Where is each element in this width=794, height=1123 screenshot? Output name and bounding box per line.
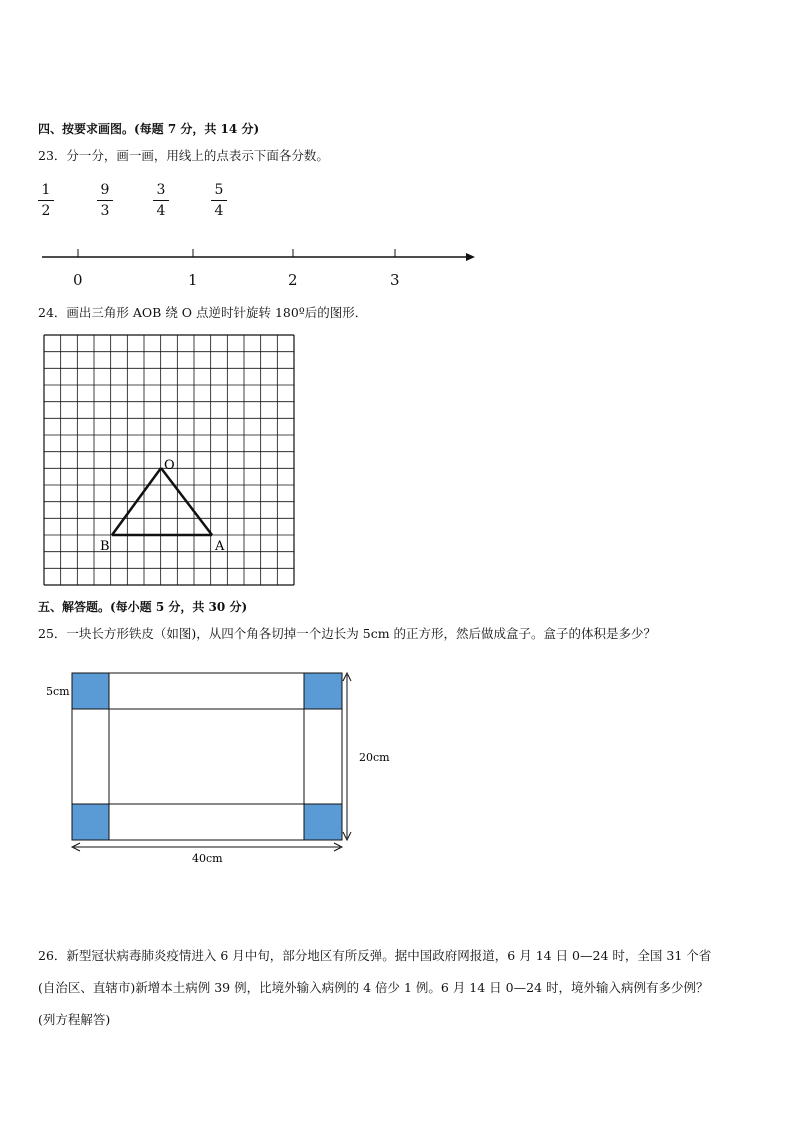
square-grid	[43, 334, 295, 586]
height-label: 20cm	[359, 751, 390, 764]
fraction-1-numerator: 1	[41, 182, 51, 198]
section-5-title: 五、解答题。(每小题 5 分，共 30 分)	[38, 600, 248, 614]
number-line-label-3: 3	[390, 271, 400, 289]
width-label: 40cm	[192, 852, 223, 865]
question-26-line-1: 26．新型冠状病毒肺炎疫情进入 6 月中旬，部分地区有所反弹。据中国政府网报道，6 月 14 日 0—24 时，全国 31 个省	[38, 948, 712, 963]
question-25-text: 25．一块长方形铁皮（如图)，从四个角各切掉一个边长为 5cm 的正方形，然后做成盒子。盒子的体积是多少？	[38, 626, 657, 641]
question-26-line-3: (列方程解答)	[38, 1012, 111, 1027]
corner-square-bottom-right	[304, 804, 342, 840]
fraction-bar	[153, 200, 169, 201]
fraction-4	[211, 182, 227, 219]
corner-square-bottom-left	[72, 804, 109, 840]
side-length-label: 5cm	[46, 685, 70, 698]
iron-sheet-diagram	[40, 665, 400, 865]
fraction-bar	[38, 200, 54, 201]
fraction-1-denominator: 2	[41, 203, 51, 219]
question-24-text: 24．画出三角形 AOB 绕 O 点逆时针旋转 180º后的图形．	[38, 305, 368, 320]
fraction-2-numerator: 9	[100, 182, 110, 198]
fraction-bar	[97, 200, 113, 201]
number-line-label-1: 1	[188, 271, 198, 289]
section-4-title: 四、按要求画图。(每题 7 分，共 14 分)	[38, 122, 260, 136]
fraction-2	[97, 182, 113, 219]
corner-square-top-right	[304, 673, 342, 709]
corner-square-top-left	[72, 673, 109, 709]
point-a-label: A	[215, 539, 225, 554]
question-26-line-2: (自治区、直辖市)新增本土病例 39 例，比境外输入病例的 4 倍少 1 例。6 月 14 日 0—24 时，境外输入病例有多少例？	[38, 980, 709, 995]
number-line-label-0: 0	[73, 271, 83, 289]
fraction-bar	[211, 200, 227, 201]
fraction-3-numerator: 3	[156, 182, 166, 198]
number-line-arrow	[466, 253, 475, 261]
fraction-3	[153, 182, 169, 219]
fraction-1	[38, 182, 54, 219]
fraction-4-denominator: 4	[214, 203, 224, 219]
question-23-text: 23．分一分，画一画，用线上的点表示下面各分数。	[38, 148, 329, 163]
fraction-4-numerator: 5	[214, 182, 224, 198]
fraction-3-denominator: 4	[156, 203, 166, 219]
fraction-2-denominator: 3	[100, 203, 110, 219]
point-o-label: O	[164, 458, 175, 473]
number-line-label-2: 2	[288, 271, 298, 289]
point-b-label: B	[100, 539, 110, 554]
sheet-outline	[72, 673, 342, 840]
